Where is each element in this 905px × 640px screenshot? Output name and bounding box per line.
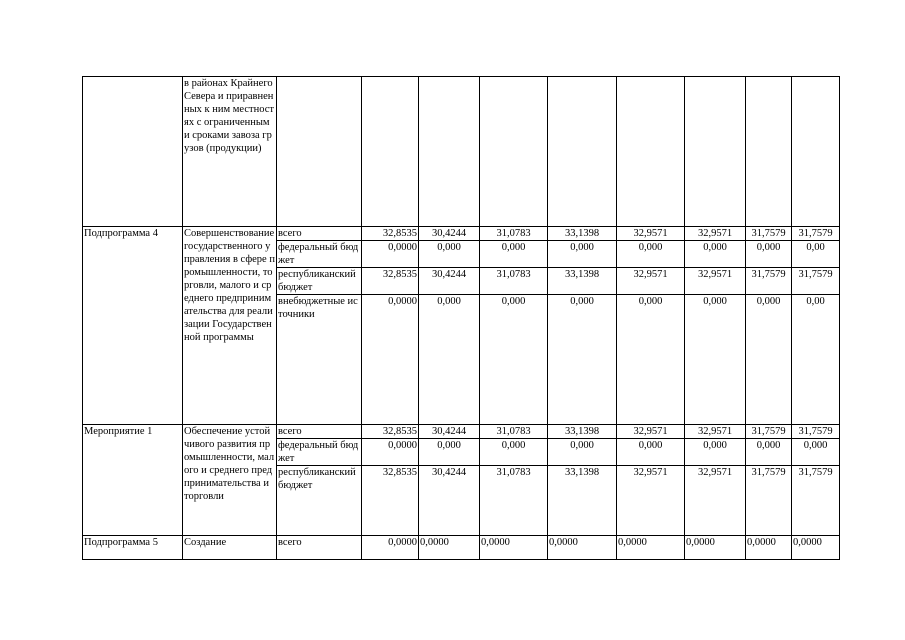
value-cell: 0,000 [419,241,480,268]
value-cell: 32,9571 [685,227,746,241]
empty-cell [277,77,362,227]
value-cell: 32,8535 [362,425,419,439]
value-cell: 32,9571 [617,466,685,536]
value-cell: 0,0000 [419,536,480,560]
value-cell: 0,0000 [362,295,419,425]
value-cell: 0,000 [480,439,548,466]
value-cell: 33,1398 [548,227,617,241]
empty-cell [617,77,685,227]
empty-cell [480,77,548,227]
value-cell: 30,4244 [419,425,480,439]
value-cell: 31,7579 [746,425,792,439]
row-title-cell: Мероприятие 1 [83,425,183,536]
value-cell: 0,0000 [362,536,419,560]
row-name-cell: в районах Крайнего Севера и приравненных к ним местностях с ограниченными сроками завоза грузов (продукции) [183,77,277,227]
row-title-cell: Подпрограмма 5 [83,536,183,560]
value-cell: 31,0783 [480,268,548,295]
value-cell: 31,7579 [746,268,792,295]
funding-source-cell: всего [277,425,362,439]
row-title-cell [83,77,183,227]
value-cell: 32,9571 [617,425,685,439]
empty-cell [792,77,840,227]
value-cell: 31,7579 [792,227,840,241]
row-name-cell: Обеспечение устойчивого развития промышленности, малого и среднего предпринимательства и торговли [183,425,277,536]
value-cell: 0,000 [480,295,548,425]
value-cell: 31,0783 [480,227,548,241]
empty-cell [419,77,480,227]
value-cell: 32,8535 [362,227,419,241]
value-cell: 31,7579 [792,425,840,439]
value-cell: 0,000 [685,295,746,425]
value-cell: 0,000 [685,439,746,466]
value-cell: 0,000 [792,439,840,466]
row-name-cell: Создание [183,536,277,560]
value-cell: 31,7579 [746,227,792,241]
value-cell: 32,9571 [617,268,685,295]
table-row [83,536,840,560]
value-cell: 31,7579 [792,466,840,536]
value-cell: 33,1398 [548,425,617,439]
value-cell: 32,9571 [685,466,746,536]
table-row [83,227,840,241]
row-name-cell: Совершенствование государственного управления в сфере промышленности, торговли, малого и среднего предпринимательства для реализации Государственной программы [183,227,277,425]
value-cell: 0,000 [617,295,685,425]
value-cell: 0,000 [617,439,685,466]
value-cell: 31,0783 [480,425,548,439]
value-cell: 0,000 [419,439,480,466]
budget-table [82,76,840,560]
value-cell: 0,00 [792,295,840,425]
funding-source-cell: всего [277,536,362,560]
value-cell: 0,0000 [362,439,419,466]
value-cell: 0,0000 [685,536,746,560]
value-cell: 30,4244 [419,466,480,536]
budget-table-body [83,77,840,560]
value-cell: 0,0000 [617,536,685,560]
value-cell: 32,9571 [685,268,746,295]
value-cell: 30,4244 [419,227,480,241]
value-cell: 0,0000 [792,536,840,560]
value-cell: 33,1398 [548,268,617,295]
value-cell: 0,000 [746,295,792,425]
value-cell: 33,1398 [548,466,617,536]
table-row [83,425,840,439]
funding-source-cell: внебюджетные источники [277,295,362,425]
value-cell: 0,000 [746,241,792,268]
funding-source-cell: республиканский бюджет [277,268,362,295]
value-cell: 30,4244 [419,268,480,295]
funding-source-cell: федеральный бюджет [277,241,362,268]
value-cell: 0,0000 [746,536,792,560]
value-cell: 0,000 [548,295,617,425]
value-cell: 31,7579 [792,268,840,295]
empty-cell [746,77,792,227]
value-cell: 0,000 [685,241,746,268]
value-cell: 32,9571 [617,227,685,241]
value-cell: 32,9571 [685,425,746,439]
empty-cell [548,77,617,227]
empty-cell [685,77,746,227]
value-cell: 0,000 [746,439,792,466]
value-cell: 0,000 [480,241,548,268]
table-row [83,77,840,227]
empty-cell [362,77,419,227]
value-cell: 32,8535 [362,268,419,295]
value-cell: 32,8535 [362,466,419,536]
value-cell: 0,000 [548,439,617,466]
funding-source-cell: всего [277,227,362,241]
row-title-cell: Подпрограмма 4 [83,227,183,425]
value-cell: 31,7579 [746,466,792,536]
value-cell: 0,000 [617,241,685,268]
value-cell: 0,0000 [480,536,548,560]
value-cell: 0,0000 [362,241,419,268]
value-cell: 0,00 [792,241,840,268]
funding-source-cell: республиканский бюджет [277,466,362,536]
value-cell: 0,000 [419,295,480,425]
value-cell: 0,000 [548,241,617,268]
funding-source-cell: федеральный бюджет [277,439,362,466]
value-cell: 31,0783 [480,466,548,536]
value-cell: 0,0000 [548,536,617,560]
